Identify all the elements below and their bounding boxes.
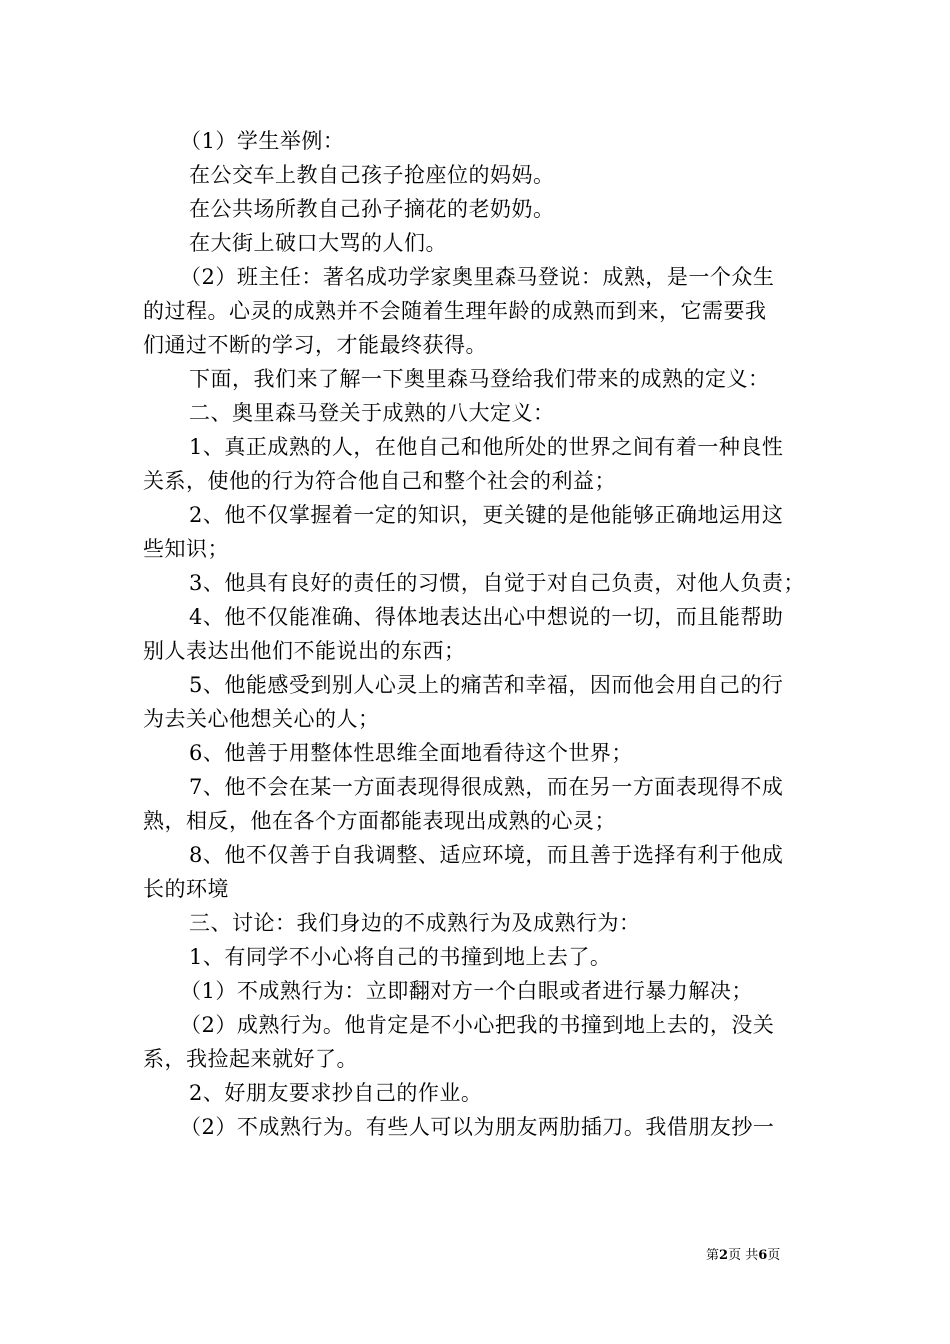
paragraph bbox=[143, 770, 813, 838]
paragraph-line: 2、他不仅掌握着一定的知识，更关键的是他能够正确地运用这 bbox=[189, 503, 784, 527]
paragraph-line: 二、奥里森马登关于成熟的八大定义： bbox=[189, 401, 555, 425]
paragraph bbox=[143, 1076, 813, 1110]
paragraph bbox=[143, 974, 813, 1008]
footer-total-pages: 6 bbox=[758, 1248, 768, 1263]
paragraph bbox=[143, 906, 813, 940]
paragraph bbox=[143, 498, 813, 566]
paragraph-line: 在公共场所教自己孙子摘花的老奶奶。 bbox=[189, 197, 555, 221]
paragraph-line: 熟，相反，他在各个方面都能表现出成熟的心灵； bbox=[143, 809, 616, 833]
paragraph bbox=[143, 600, 813, 668]
paragraph-line: 别人表达出他们不能说出的东西； bbox=[143, 639, 466, 663]
paragraph bbox=[143, 1110, 813, 1144]
paragraph bbox=[143, 260, 813, 362]
paragraph bbox=[143, 668, 813, 736]
footer-current-page: 2 bbox=[719, 1248, 729, 1263]
paragraph-line: 3、他具有良好的责任的习惯，自觉于对自己负责，对他人负责； bbox=[189, 571, 805, 595]
paragraph-line: 系，我捡起来就好了。 bbox=[143, 1047, 358, 1071]
paragraph bbox=[143, 192, 813, 226]
paragraph-line: （2）班主任：著名成功学家奥里森马登说：成熟，是一个众生 bbox=[180, 265, 775, 289]
paragraph-line: 的过程。心灵的成熟并不会随着生理年龄的成熟而到来，它需要我 bbox=[143, 299, 767, 323]
paragraph bbox=[143, 226, 813, 260]
paragraph bbox=[143, 430, 813, 498]
paragraph bbox=[143, 940, 813, 974]
paragraph bbox=[143, 1008, 813, 1076]
footer-middle: 页 共 bbox=[728, 1248, 759, 1263]
paragraph-line: 1、有同学不小心将自己的书撞到地上去了。 bbox=[189, 945, 612, 969]
paragraph-line: 关系，使他的行为符合他自己和整个社会的利益； bbox=[143, 469, 616, 493]
paragraph bbox=[143, 566, 813, 600]
paragraph-line: 8、他不仅善于自我调整、适应环境，而且善于选择有利于他成 bbox=[189, 843, 784, 867]
paragraph-line: 些知识； bbox=[143, 537, 229, 561]
paragraph-line: 下面，我们来了解一下奥里森马登给我们带来的成熟的定义： bbox=[189, 367, 770, 391]
paragraph-line: 6、他善于用整体性思维全面地看待这个世界； bbox=[189, 741, 633, 765]
paragraph bbox=[143, 124, 813, 158]
paragraph bbox=[143, 736, 813, 770]
paragraph-line: 5、他能感受到别人心灵上的痛苦和幸福，因而他会用自己的行 bbox=[189, 673, 784, 697]
footer-suffix: 页 bbox=[767, 1248, 781, 1263]
paragraph-line: 2、好朋友要求抄自己的作业。 bbox=[189, 1081, 483, 1105]
paragraph bbox=[143, 158, 813, 192]
paragraph bbox=[143, 838, 813, 906]
paragraph-line: 三、讨论：我们身边的不成熟行为及成熟行为： bbox=[189, 911, 641, 935]
paragraph-line: 为去关心他想关心的人； bbox=[143, 707, 380, 731]
paragraph-line: 在公交车上教自己孩子抢座位的妈妈。 bbox=[189, 163, 555, 187]
page-footer bbox=[706, 1248, 780, 1264]
paragraph-line: （1）学生举例： bbox=[180, 129, 345, 153]
paragraph-line: 7、他不会在某一方面表现得很成熟，而在另一方面表现得不成 bbox=[189, 775, 784, 799]
paragraph-line: 1、真正成熟的人，在他自己和他所处的世界之间有着一种良性 bbox=[189, 435, 784, 459]
paragraph-line: 们通过不断的学习，才能最终获得。 bbox=[143, 333, 487, 357]
paragraph bbox=[143, 396, 813, 430]
paragraph-line: （2）成熟行为。他肯定是不小心把我的书撞到地上去的，没关 bbox=[180, 1013, 775, 1037]
paragraph-line: （2）不成熟行为。有些人可以为朋友两肋插刀。我借朋友抄一 bbox=[180, 1115, 775, 1139]
document-body bbox=[143, 124, 813, 1144]
paragraph-line: 长的环境 bbox=[143, 877, 229, 901]
paragraph-line: （1）不成熟行为：立即翻对方一个白眼或者进行暴力解决； bbox=[180, 979, 753, 1003]
paragraph bbox=[143, 362, 813, 396]
paragraph-line: 4、他不仅能准确、得体地表达出心中想说的一切，而且能帮助 bbox=[189, 605, 784, 629]
footer-prefix: 第 bbox=[706, 1248, 720, 1263]
paragraph-line: 在大街上破口大骂的人们。 bbox=[189, 231, 447, 255]
